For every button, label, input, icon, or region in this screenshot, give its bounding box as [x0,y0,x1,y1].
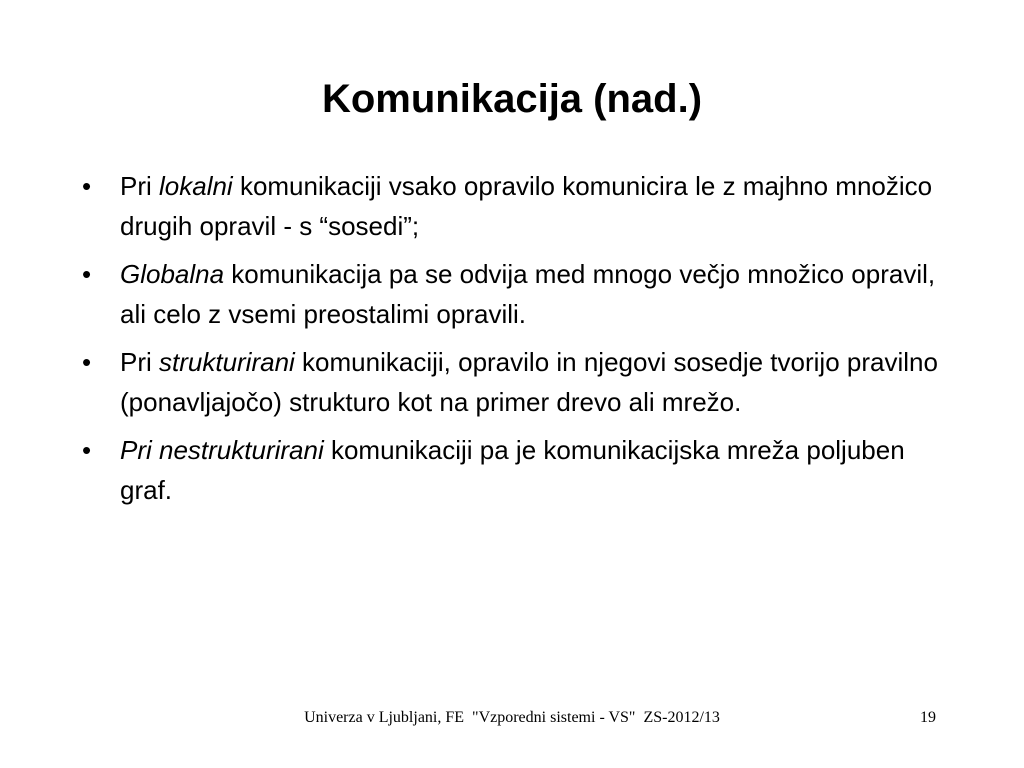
bullet-text: komunikaciji vsako opravilo komunicira le z majhno množico drugih opravil - s “sosedi”; [120,171,933,241]
bullet-text: komunikacija pa se odvija med mnogo večjo množico opravil, ali celo z vsemi preostalimi opravili. [120,259,936,329]
bullet-text: komunikaciji pa je komunikacijska mreža poljuben graf. [120,435,905,505]
footer-text: Univerza v Ljubljani, FE "Vzporedni sistemi - VS" ZS-2012/13 [304,709,720,726]
bullet-text: komunikaciji, opravilo in njegovi sosedje tvorijo pravilno (ponavljajočo) strukturo kot na primer drevo ali mrežo. [120,347,938,417]
bullet-item-globalna [70,254,950,334]
bullet-item-lokalni [70,166,950,246]
bullet-icon: • [82,259,92,289]
bullet-icon: • [82,435,92,465]
bullet-emphasis: Globalna [120,259,225,289]
bullet-icon: • [82,347,92,377]
slide-title: Komunikacija (nad.) [321,77,703,121]
bullet-emphasis: Pri nestrukturirani [120,435,324,465]
bullet-emphasis: strukturirani [159,347,295,377]
bullet-icon: • [82,171,92,201]
slide-footer [0,706,1024,730]
bullet-list [70,166,950,518]
bullet-emphasis: lokalni [159,171,233,201]
bullet-prefix: Pri [120,171,159,201]
bullet-item-nestrukturirani [70,430,950,510]
page-number: 19 [920,709,936,726]
bullet-prefix: Pri [120,347,159,377]
bullet-item-strukturirani [70,342,950,422]
